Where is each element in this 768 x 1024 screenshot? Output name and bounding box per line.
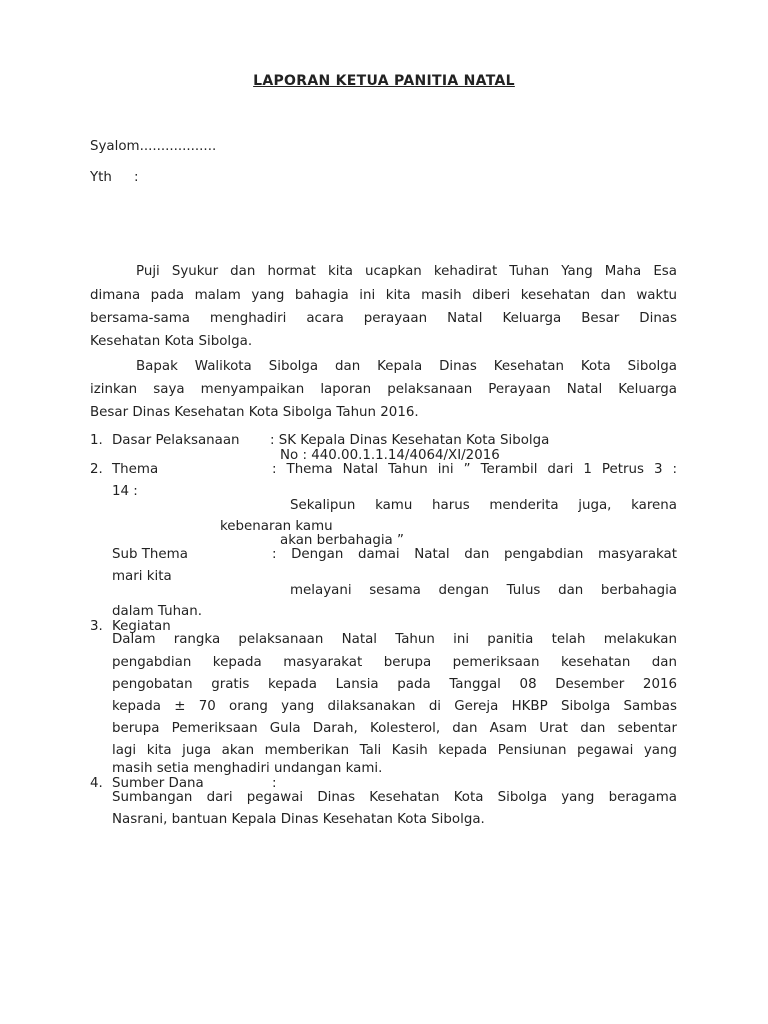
list-value: pengobatan gratis kepada Lansia pada Tanggal 08 Desember 2016 xyxy=(112,677,677,692)
list-value: No : 440.00.1.1.14/4064/XI/2016 xyxy=(280,448,500,463)
list-value: dalam Tuhan. xyxy=(112,604,202,619)
list-value: kebenaran kamu xyxy=(220,519,333,534)
list-value: Sumbangan dari pegawai Dinas Kesehatan Kota Sibolga yang beragama xyxy=(112,790,677,805)
paragraph-line: bersama-sama menghadiri acara perayaan Natal Keluarga Besar Dinas xyxy=(90,311,677,326)
list-value: Sekalipun kamu harus menderita juga, karena xyxy=(290,498,677,513)
list-label: Thema xyxy=(112,462,159,477)
list-value: mari kita xyxy=(112,569,172,584)
list-value: Nasrani, bantuan Kepala Dinas Kesehatan Kota Sibolga. xyxy=(112,812,485,827)
list-value: lagi kita juga akan memberikan Tali Kasih kepada Pensiunan pegawai yang xyxy=(112,743,677,758)
list-value: kepada ± 70 orang yang dilaksanakan di Gereja HKBP Sibolga Sambas xyxy=(112,699,677,714)
list-value: pengabdian kepada masyarakat berupa pemeriksaan kesehatan dan xyxy=(112,655,677,670)
paragraph-line: Puji Syukur dan hormat kita ucapkan kehadirat Tuhan Yang Maha Esa xyxy=(136,264,677,279)
list-number: 3. xyxy=(90,619,103,634)
paragraph-line: Bapak Walikota Sibolga dan Kepala Dinas Kesehatan Kota Sibolga xyxy=(136,359,677,374)
paragraph-line: izinkan saya menyampaikan laporan pelaksanaan Perayaan Natal Keluarga xyxy=(90,382,677,397)
list-value: melayani sesama dengan Tulus dan berbahagia xyxy=(290,583,677,598)
paragraph-line: Kesehatan Kota Sibolga. xyxy=(90,334,253,349)
list-label: Dasar Pelaksanaan xyxy=(112,433,240,448)
yth-colon: : xyxy=(134,170,139,185)
list-value: : SK Kepala Dinas Kesehatan Kota Sibolga xyxy=(270,433,550,448)
document-title: LAPORAN KETUA PANITIA NATAL xyxy=(253,73,515,89)
list-value: berupa Pemeriksaan Gula Darah, Kolesterol, dan Asam Urat dan sebentar xyxy=(112,721,677,736)
list-colon: : xyxy=(272,776,277,791)
list-number: 4. xyxy=(90,776,103,791)
list-value: masih setia menghadiri undangan kami. xyxy=(112,761,383,776)
yth-label: Yth xyxy=(90,170,112,185)
list-value: 14 : xyxy=(112,484,138,499)
list-label: Sumber Dana xyxy=(112,776,204,791)
list-number: 2. xyxy=(90,462,103,477)
paragraph-line: Besar Dinas Kesehatan Kota Sibolga Tahun 2016. xyxy=(90,405,419,420)
greeting: Syalom.................. xyxy=(90,139,217,154)
list-label: Kegiatan xyxy=(112,619,171,634)
list-value: Dalam rangka pelaksanaan Natal Tahun ini panitia telah melakukan xyxy=(112,632,677,647)
paragraph-line: dimana pada malam yang bahagia ini kita masih diberi kesehatan dan waktu xyxy=(90,288,677,303)
list-value: akan berbahagia ” xyxy=(280,533,404,548)
list-value: : Dengan damai Natal dan pengabdian masyarakat xyxy=(272,547,677,562)
list-number: 1. xyxy=(90,433,103,448)
list-label: Sub Thema xyxy=(112,547,188,562)
list-value: : Thema Natal Tahun ini ” Terambil dari 1 Petrus 3 : xyxy=(272,462,677,477)
